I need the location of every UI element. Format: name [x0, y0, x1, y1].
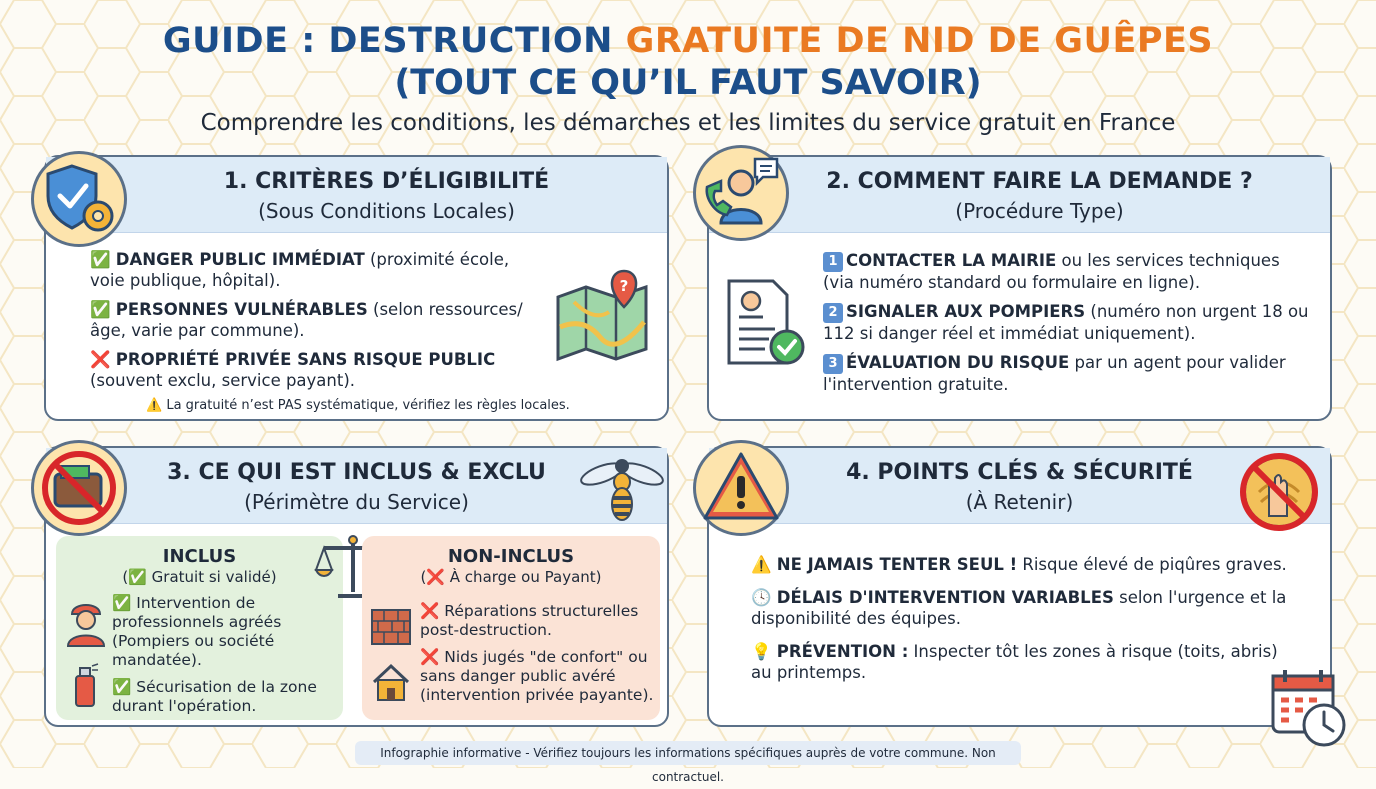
item-bold: ÉVALUATION DU RISQUE	[846, 353, 1070, 372]
wasp-icon	[580, 452, 664, 522]
card-request	[707, 155, 1332, 421]
cross-icon: ❌	[90, 350, 111, 369]
page-title	[0, 20, 1376, 62]
item-text: (selon ressources/âge, varie par commune).	[90, 300, 523, 340]
item-text: par un agent pour valider l'intervention gratuite.	[823, 353, 1286, 394]
excluded-panel	[362, 536, 660, 720]
card-eligibility	[44, 155, 669, 421]
phone-operator-icon	[693, 145, 789, 241]
brick-wall-icon	[370, 606, 412, 646]
step-number: 3	[823, 354, 843, 374]
list-item	[420, 602, 654, 640]
check-icon: ✅	[90, 250, 111, 269]
check-icon: ✅	[90, 300, 111, 319]
item-bold: NE JAMAIS TENTER SEUL !	[776, 555, 1018, 574]
firefighter-icon	[64, 598, 108, 648]
eligibility-list	[90, 249, 530, 399]
included-subtitle: (✅ Gratuit si validé)	[122, 568, 277, 586]
item-text: Nids jugés "de confort" ou sans danger public avéré (intervention privée payante).	[420, 648, 654, 704]
item-bold: SIGNALER AUX POMPIERS	[846, 302, 1086, 321]
item-text: Inspecter tôt les zones à risque (toits, abris) au printemps.	[751, 642, 1278, 682]
card-subtitle: (À Retenir)	[965, 490, 1074, 514]
card-header	[46, 448, 667, 524]
item-bold: CONTACTER LA MAIRIE	[846, 251, 1057, 270]
card-title: 1. CRITÈRES D’ÉLIGIBILITÉ	[223, 169, 550, 194]
no-wallet-icon	[31, 440, 127, 536]
included-title: INCLUS	[162, 546, 237, 567]
lightbulb-icon: 💡	[751, 642, 772, 661]
no-hand-nest-icon	[1239, 452, 1319, 532]
warning-icon: ⚠️	[751, 555, 772, 574]
step-number: 1	[823, 252, 843, 272]
note-text: La gratuité n’est PAS systématique, vérifiez les règles locales.	[166, 398, 570, 413]
item-text: (proximité école, voie publique, hôpital).	[90, 250, 510, 290]
item-text: selon l'urgence et la disponibilité des équipes.	[751, 588, 1287, 628]
card-header	[709, 157, 1330, 233]
item-bold: DÉLAIS D'INTERVENTION VARIABLES	[776, 588, 1114, 607]
list-item	[823, 301, 1313, 344]
included-panel	[56, 536, 343, 720]
clock-icon: 🕓	[751, 588, 772, 607]
request-steps	[823, 250, 1313, 403]
list-item	[420, 648, 654, 705]
item-bold: PRÉVENTION :	[776, 642, 909, 661]
item-bold: DANGER PUBLIC IMMÉDIAT	[115, 250, 365, 269]
item-text: (numéro non urgent 18 ou 112 si danger réel et immédiat uniquement).	[823, 302, 1309, 343]
warning-triangle-icon	[693, 440, 789, 536]
list-item	[823, 352, 1313, 395]
cross-icon: ❌	[420, 602, 440, 620]
page-title-line2: (TOUT CE QU’IL FAUT SAVOIR)	[394, 63, 982, 103]
list-item	[90, 349, 530, 391]
list-item	[751, 641, 1291, 683]
item-text: ou les services techniques (via numéro standard ou formulaire en ligne).	[823, 251, 1280, 292]
item-text: (souvent exclu, service payant).	[90, 371, 356, 390]
item-text: Risque élevé de piqûres graves.	[1017, 555, 1287, 574]
item-text: Sécurisation de la zone durant l'opération.	[112, 678, 317, 715]
map-location-icon	[554, 267, 650, 363]
card-key-points	[707, 446, 1332, 727]
card-title: 3. CE QUI EST INCLUS & EXCLU	[167, 460, 546, 485]
list-item	[823, 250, 1313, 293]
list-item	[751, 587, 1311, 629]
list-item	[90, 249, 530, 291]
item-text: Réparations structurelles post-destruction.	[420, 602, 639, 639]
card-title: 2. COMMENT FAIRE LA DEMANDE ?	[826, 169, 1253, 194]
list-item	[112, 678, 336, 716]
item-bold: PERSONNES VULNÉRABLES	[115, 300, 368, 319]
page-subtitle: Comprendre les conditions, les démarches et les limites du service gratuit en France	[200, 110, 1176, 136]
card-header	[709, 448, 1330, 524]
eligibility-note	[146, 398, 570, 413]
title-part-blue: GUIDE : DESTRUCTION	[162, 21, 626, 61]
excluded-subtitle: (❌ À charge ou Payant)	[420, 568, 602, 586]
card-title: 4. POINTS CLÉS & SÉCURITÉ	[846, 460, 1193, 485]
clock-icon	[1298, 700, 1350, 750]
item-text: Intervention de professionnels agréés (Pompiers ou société mandatée).	[112, 594, 282, 669]
check-icon: ✅	[112, 594, 132, 612]
spray-can-icon	[70, 662, 100, 708]
list-item	[751, 554, 1311, 575]
footer-disclaimer: Infographie informative - Vérifiez toujours les informations spécifiques auprès de votre commune. Non contractuel.	[355, 741, 1021, 765]
warning-icon: ⚠️	[146, 398, 163, 413]
card-subtitle: (Sous Conditions Locales)	[258, 199, 515, 223]
card-subtitle: (Procédure Type)	[955, 199, 1124, 223]
step-number: 2	[823, 303, 843, 323]
list-item	[90, 299, 530, 341]
check-icon: ✅	[112, 678, 132, 696]
shield-gear-icon	[31, 151, 127, 247]
title-part-orange: GRATUITE DE NID DE GUÊPES	[625, 21, 1214, 61]
house-icon	[370, 662, 412, 704]
item-bold: PROPRIÉTÉ PRIVÉE SANS RISQUE PUBLIC	[115, 350, 496, 369]
key-points-list	[751, 554, 1311, 691]
card-subtitle: (Périmètre du Service)	[244, 490, 469, 514]
list-item	[112, 594, 336, 670]
card-scope	[44, 446, 669, 727]
included-list	[112, 594, 336, 716]
excluded-title: NON-INCLUS	[447, 546, 575, 567]
svg-text:?: ?	[619, 277, 629, 295]
card-header	[46, 157, 667, 233]
form-check-icon	[725, 277, 809, 369]
cross-icon: ❌	[420, 648, 440, 666]
excluded-list	[420, 602, 654, 705]
